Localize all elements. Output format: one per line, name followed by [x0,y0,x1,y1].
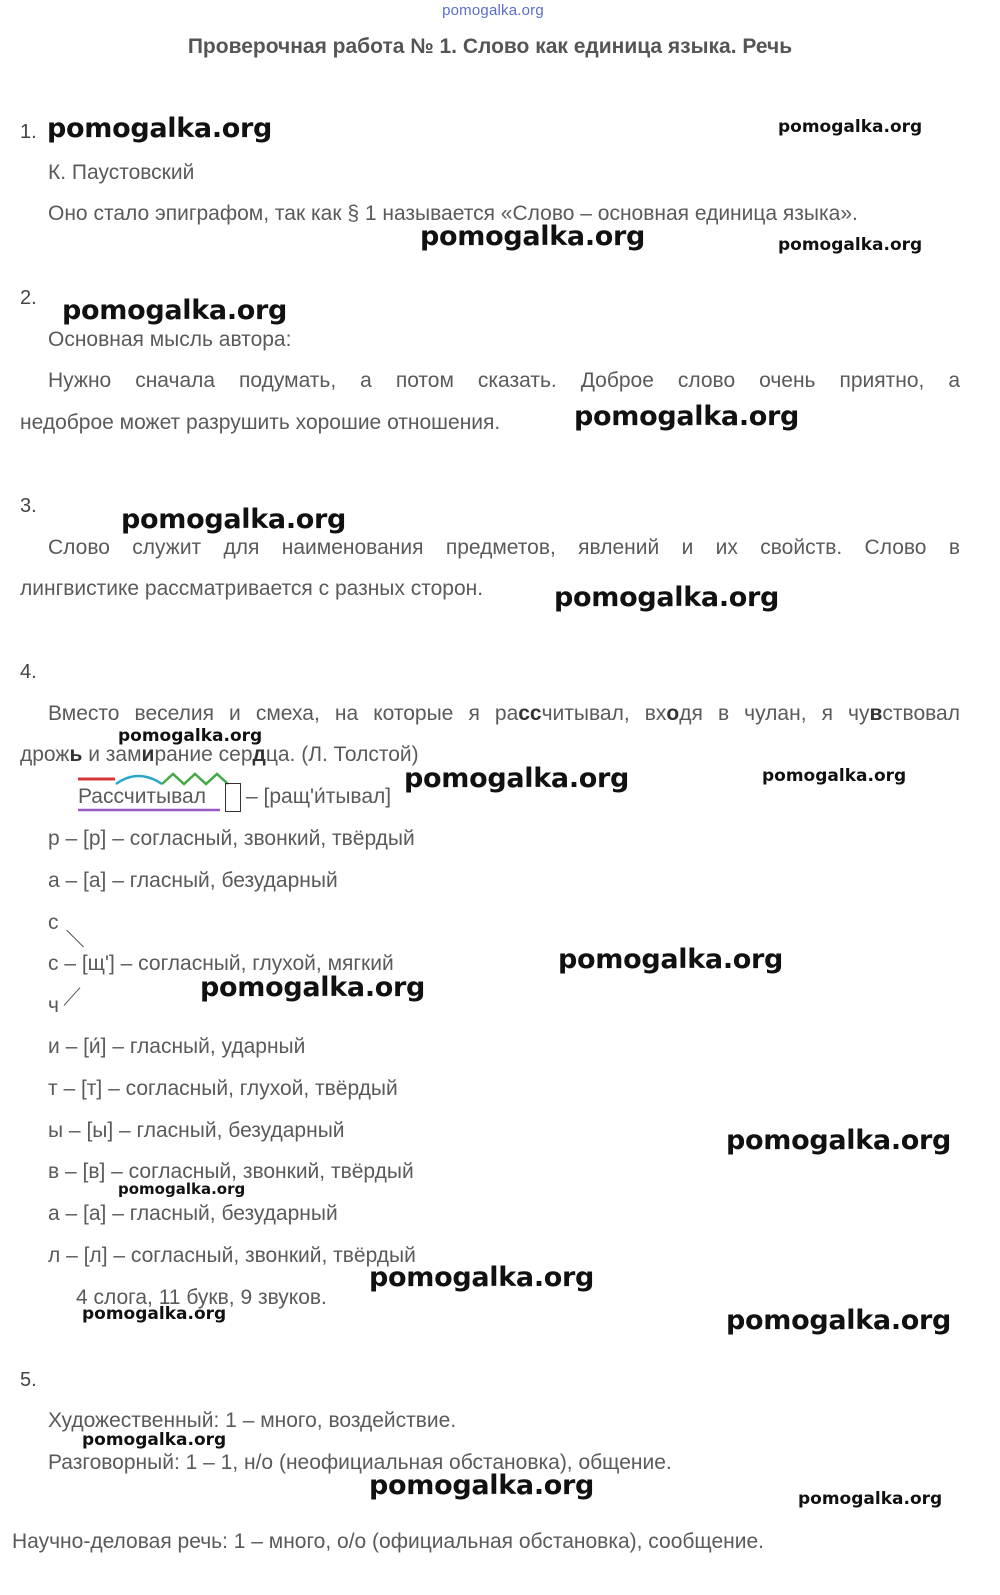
watermark: pomogalka.org [778,235,923,255]
task-1-author: К. Паустовский [48,161,195,184]
seg: и зам [82,743,142,766]
seg: в [869,702,883,725]
watermark: pomogalka.org [420,221,646,252]
stem-zigzag [162,774,228,784]
watermark: pomogalka.org [558,944,784,975]
seg: и [141,743,155,766]
watermark: pomogalka.org [726,1305,952,1336]
phonetic-line: л – [л] – согласный, звонкий, твёрдый [48,1244,416,1267]
seg: о [666,702,680,725]
seg: Вместо веселия и смеха, на которые я ра [48,702,519,725]
seg: дя в чулан, я чу [679,702,870,725]
watermark: pomogalka.org [62,295,288,326]
ending-box [225,783,241,812]
watermark: pomogalka.org [726,1125,952,1156]
phonetic-line: в – [в] – согласный, звонкий, твёрдый [48,1160,414,1183]
task-3-line-2: лингвистике рассматривается с разных сторон. [20,577,484,600]
transcription: – [ращ'и́тывал] [246,785,392,808]
root-arc [116,776,162,784]
task-4-sentence-line-2 [20,743,419,767]
watermark: pomogalka.org [82,1304,227,1324]
watermark: pomogalka.org [118,726,263,746]
phonetic-line: ч [48,994,59,1017]
task-5-line-3: Научно-деловая речь: 1 – много, о/о (официальная обстановка), сообщение. [12,1530,764,1553]
seg: дрож [20,743,70,766]
page-title: Проверочная работа № 1. Слово как единица языка. Речь [187,35,793,58]
watermark: pomogalka.org [369,1262,595,1293]
seg: ца. (Л. Толстой) [265,743,419,766]
task-2-intro: Основная мысль автора: [48,328,292,351]
watermark: pomogalka.org [778,117,923,137]
watermark: pomogalka.org [554,582,780,613]
seg: сс [518,702,542,725]
task-4-summary: 4 слога, 11 букв, 9 звуков. [76,1286,327,1309]
seg: ь [69,743,83,766]
task-3-line-1: Слово служит для наименования предметов, явлений и их свойств. Слово в [48,536,960,559]
task-4-sentence-line-1 [48,702,960,726]
site-link[interactable]: pomogalka.org [442,2,544,19]
seg: рание сер [154,743,253,766]
link-line [64,987,81,1006]
task-5-number: 5. [20,1369,37,1391]
link-line [66,930,84,948]
analysis-word: Рассчитывал [78,785,206,808]
phonetic-line: с – [щ'] – согласный, глухой, мягкий [48,952,394,975]
phonetic-line: р – [р] – согласный, звонкий, твёрдый [48,827,415,850]
watermark: pomogalka.org [121,504,347,535]
phonetic-line: ы – [ы] – гласный, безударный [48,1119,345,1142]
watermark: pomogalka.org [798,1489,943,1509]
watermark: pomogalka.org [574,401,800,432]
task-3-number: 3. [20,495,37,517]
phonetic-line: т – [т] – согласный, глухой, твёрдый [48,1077,398,1100]
phonetic-line: а – [а] – гласный, безударный [48,869,338,892]
seg: читывал, вх [541,702,667,725]
watermark: pomogalka.org [369,1470,595,1501]
task-5-line-2: Разговорный: 1 – 1, н/о (неофициальная обстановка), общение. [48,1451,672,1474]
task-2-line-2: недоброе может разрушить хорошие отношения. [20,411,501,434]
phonetic-line: с [48,911,59,934]
task-1-number: 1. [20,121,37,143]
task-2-line-1: Нужно сначала подумать, а потом сказать. Доброе слово очень приятно, а [48,369,960,392]
task-1-text: Оно стало эпиграфом, так как § 1 называется «Слово – основная единица языка». [48,202,858,225]
phonetic-line: и – [и́] – гласный, ударный [48,1035,306,1058]
watermark: pomogalka.org [762,766,907,786]
watermark: pomogalka.org [200,972,426,1003]
phonetic-line: а – [а] – гласный, безударный [48,1202,338,1225]
task-4-number: 4. [20,661,37,683]
watermark: pomogalka.org [404,763,630,794]
watermark: pomogalka.org [82,1430,227,1450]
seg: ствовал [882,702,960,725]
watermark: pomogalka.org [47,113,273,144]
seg: д [252,743,266,766]
task-2-number: 2. [20,287,37,309]
task-5-line-1: Художественный: 1 – много, воздействие. [48,1409,457,1432]
watermark: pomogalka.org [118,1180,246,1198]
